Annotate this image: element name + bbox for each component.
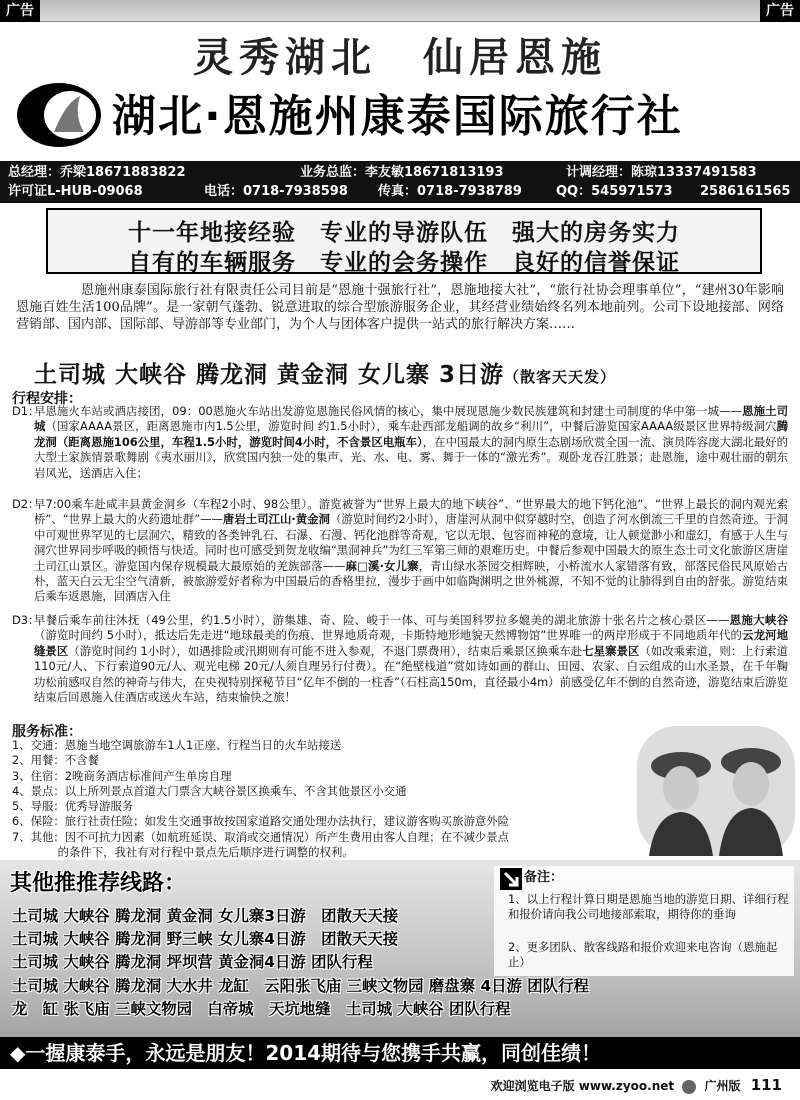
service-item: 2、用餐：不含餐 xyxy=(12,753,99,768)
day-2-body xyxy=(34,497,788,605)
page-footer xyxy=(491,1076,782,1094)
contact-fax: 传真：0718-7938789 xyxy=(378,184,522,199)
recommend-route: 土司城 大峡谷 腾龙洞 坪坝营 黄金洞4日游 团队行程 xyxy=(12,953,373,971)
company-logo-icon xyxy=(14,80,104,150)
tour-title xyxy=(34,356,616,389)
day-2-text-2: （游览时间约2小时），唐崖河从洞中似穿越时空，创造了河水倒流三千里的自然奇迹。于洞中可观世界罕见的七层洞穴，精致的各类钟乳石、石瀑、石漫、钙化池群等奇观，它以无垠、包容而神秘的意境，让人顿觉渺小和虚幻，有感于人生与洞穴世界同步呼吸的顿悟与快适。同时也可感受到贺龙收编“黑洞神兵”为红三军第三师的艰难历史。中餐后参观中国最大的原生态土司文化旅游区唐崖土司江山景区。游览国内保存规模最大最原始的羌族部落—— xyxy=(34,512,788,573)
day-3-body xyxy=(34,613,788,705)
recommend-heading: 其他推推荐线路： xyxy=(10,871,187,896)
ad-tag-right: 广告 xyxy=(760,0,800,22)
day-3-text-2: （游览时间约 5小时），抵达后先走进“地球最美的伤痕、世界地质奇观，卡斯特地形地貌天然博物馆”世界唯一的两岸形成于不同地质年代的 xyxy=(34,628,743,643)
day-1-text: 早恩施火车站或酒店接团，09：00恩施火车站出发游览恩施民俗风情的核心，集中展现恩施少数民族建筑和封建土司制度的华中第一城—— xyxy=(34,404,742,418)
day-1-spot-tenglong: 腾龙洞 xyxy=(34,419,788,449)
day-1-body xyxy=(34,404,788,481)
contact-license: 许可证L-HUB-09068 xyxy=(8,184,143,199)
service-item: 4、景点：以上所列景点首道大门票含大峡谷景区换乘车、不含其他景区小交通 xyxy=(12,783,407,798)
day-3-label: D3： xyxy=(12,613,40,627)
service-list xyxy=(12,738,642,860)
footer-edition: 广州版 xyxy=(704,1079,741,1093)
contact-bar xyxy=(0,161,800,203)
day-3-text-3: （游览时间约 1小时），如遇排险或汛期则有可能不进入参观，不退门票费用），结束后乘景区换乘车赴 xyxy=(68,643,583,658)
day-2-label: D2： xyxy=(12,497,40,511)
contact-gm: 总经理：乔梁18671883822 xyxy=(8,165,186,180)
day-2-spot-nver-village: 麻□溪·女儿寨 xyxy=(345,558,419,573)
notes-box xyxy=(494,866,794,976)
service-item: 3、住宿：2晚商务酒店标准间产生单房自理 xyxy=(12,768,232,783)
contact-phone: 电话：0718-7938598 xyxy=(204,184,348,199)
footer-logo-icon xyxy=(682,1080,696,1094)
day-1-text-2: （国家AAAA景区，距离恩施市内1.5公里，游览时间 约1.5小时），乘车赴西部龙船调的故乡“利川”，中餐后游览国家AAAA级景区世界特级洞穴 xyxy=(45,419,777,434)
notes-heading: 备注： xyxy=(524,870,564,885)
day-3-spot-yunlong: 云龙河地缝景区 xyxy=(34,628,788,658)
day-1-label: D1： xyxy=(12,404,40,418)
contact-director: 业务总监：李友敏18671813193 xyxy=(300,165,504,180)
tour-title-note: （散客天天发） xyxy=(504,368,617,386)
photo-tujia-women xyxy=(637,726,795,856)
company-intro: 恩施州康泰国际旅行社有限责任公司目前是“恩施十强旅行社”，恩施地接大社”，“旅行社协会理事单位”，“建州30年影响恩施百姓生活100品牌”。是一家朝气蓬勃、锐意进取的综合型旅游服务企业，其经营业绩始终名列本地前列。公司下设地接部、网络营销部、国内部、国际部、导游部等专业部门，为个人与团体客户提供一站式的旅行解决方案…… xyxy=(16,283,784,332)
day-1-text-3: ，在中国最大的洞内原生态剧场欣赏全国一流、演员阵容庞大湖北最好的大型土家族情景歌舞剧《夷水丽川》，欣赏国内独一处的集声、光、水、电、雾、舞于一体的“激光秀”。观卧龙吞江胜景；赴恩施，途中观壮丽的朝东岩风光，送酒店入住； xyxy=(34,434,788,480)
itinerary-heading: 行程安排： xyxy=(12,391,82,407)
contact-row-1 xyxy=(8,163,798,183)
recommend-route: 土司城 大峡谷 腾龙洞 大水井 龙缸 云阳张飞庙 三峡文物园 磨盘寨 4日游 团队行程 xyxy=(12,977,589,995)
contact-qq: QQ：545971573 xyxy=(556,184,673,199)
day-1 xyxy=(12,404,788,481)
recommend-route: 土司城 大峡谷 腾龙洞 黄金洞 女儿寨3日游 团散天天接 xyxy=(12,907,399,925)
features-line-2: 自有的车辆服务 专业的会务操作 良好的信誉保证 xyxy=(128,250,680,276)
day-3-spot-grand-canyon: 恩施大峡谷 xyxy=(729,613,788,627)
footer-text: 欢迎浏览电子版 www.zyoo.net xyxy=(490,1079,675,1093)
note-item-1: 1、以上行程计算日期是恩施当地的游览日期、详细行程和报价请向我公司地接部索取，期待你的垂询 xyxy=(508,892,789,921)
day-2-text: 早7:00乘车赴咸丰县黄金洞乡（车程2小时、98公里）。游览被誉为“世界上最大的地下峡谷”、“世界最大的地下钙化池”、“世界上最长的洞内观光索桥”、“世界上最大的火药遗址群”—— xyxy=(34,497,788,527)
service-item: 5、导服：优秀导游服务 xyxy=(12,799,134,814)
top-bar xyxy=(0,0,800,22)
day-3 xyxy=(12,613,788,705)
service-item: 1、交通：恩施当地空调旅游车1人1正座、行程当日的火车站接送 xyxy=(12,738,342,752)
slogan: 灵秀湖北 仙居恩施 xyxy=(193,34,607,81)
day-1-spot-note: （距离恩施106公里，车程1.5小时，游览时间4小时，不含景区电瓶车） xyxy=(56,434,423,449)
day-3-text: 早餐后乘车前往沐抚（49公里，约1.5小时），游集雄、奇、险、峻于一体、可与美国科罗拉多媲美的湖北旅游十张名片之核心景区—— xyxy=(34,613,730,627)
day-2-text-3: ，青山绿水茶园交相辉映，小桥流水人家错落有致，部落民俗民风原始古朴，蓝天白云无尘空气清新，被旅游爱好者称为中国最后的香格里拉，漫步于画中如临陶渊明之世外桃源，不知不觉的让肺得到自由的舒张。游览结束后乘车返恩施，回酒店入住 xyxy=(34,558,788,604)
service-item: 6、保险：旅行社责任险；如发生交通事故按国家道路交通处理办法执行，建议游客购买旅游意外险 xyxy=(12,814,510,829)
day-3-text-4: （如改乘索道，则：上行索道110元/人、下行索道90元/人、观光电梯 20元/人须自理另行付费）。在“绝壁栈道”赏如诗如画的群山、田园、农家、白云组成的山水圣景，在千年鞠功松前感叹自然的神奇与伟大，在央视特别探秘节目“亿年不倒的一柱香”（石柱高150m，直径最小4m）前感受亿年不倒的自然奇迹，游览结束后游览结束后回恩施入住酒店或送火车站，结束愉快之旅！ xyxy=(34,643,788,705)
closing-slogan: ◆一握康泰手，永远是朋友！2014期待与您携手共赢，同创佳绩！ xyxy=(0,1037,800,1069)
contact-row-2 xyxy=(8,182,798,202)
contact-planner: 计调经理：陈琼13337491583 xyxy=(566,165,757,180)
day-2 xyxy=(12,497,788,605)
contact-qq-2: 2586161565 xyxy=(700,184,791,199)
page-number: 111 xyxy=(750,1076,782,1094)
recommend-route: 土司城 大峡谷 腾龙洞 野三峡 女儿寨4日游 团散天天接 xyxy=(12,930,399,948)
day-1-spot-tusi: 恩施土司城 xyxy=(34,404,788,434)
arrow-icon xyxy=(500,868,522,890)
day-3-spot-qixing: 七星寨景区 xyxy=(582,643,640,658)
service-item: 的条件下，我社有对行程中景点先后顺序进行调整的权利。 xyxy=(12,845,354,860)
day-2-spot-golden-cave: 唐岩土司江山·黄金洞 xyxy=(222,512,330,527)
features-box xyxy=(46,208,762,274)
service-item: 7、其他：因不可抗力因素（如航班延误、取消或交通情况）所产生费用由客人自理；在不减少景点 xyxy=(12,829,510,844)
recommend-route: 龙 缸 张飞庙 三峡文物园 白帝城 天坑地缝 土司城 大峡谷 团队行程 xyxy=(12,1000,511,1018)
tour-title-text: 土司城 大峡谷 腾龙洞 黄金洞 女儿寨 3日游 xyxy=(34,362,505,388)
service-heading: 服务标准： xyxy=(12,724,82,740)
company-name: 湖北·恩施州康泰国际旅行社 xyxy=(112,91,683,142)
ad-tag-left: 广告 xyxy=(0,0,40,22)
note-item-2: 2、更多团队、散客线路和报价欢迎来电咨询（恩施起止） xyxy=(508,940,778,969)
features-line-1: 十一年地接经验 专业的导游队伍 强大的房务实力 xyxy=(128,220,680,246)
